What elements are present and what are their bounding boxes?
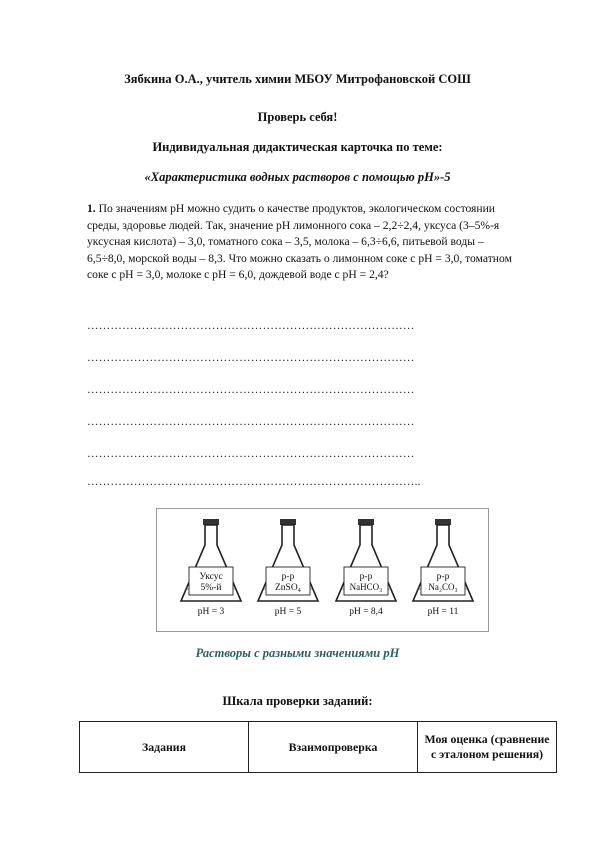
task-number: 1. [87,202,96,215]
author-line: Зябкина О.А., учитель химии МБОУ Митрофановской СОШ [124,72,471,86]
col-self-grade: Моя оценка (сравнение с эталоном решения) [418,722,557,773]
answer-line-4[interactable]: ………………………………………………………………………… [87,416,415,428]
answer-line-3[interactable]: ………………………………………………………………………… [87,384,415,396]
flask-1-line1: Уксус [199,572,223,582]
flask-2-line1: р-р [281,572,295,582]
col-peer-check: Взаимопроверка [249,722,418,773]
flask-3-line2: NaHCO₃ [349,582,383,592]
topic-title: «Характеристика водных растворов с помощью рН»-5 [144,170,451,184]
answer-line-2[interactable]: ………………………………………………………………………… [87,352,415,364]
flask-4-line2: Na₂CO₃ [428,582,458,592]
card-title: Индивидуальная дидактическая карточка по теме: [152,140,443,154]
flask-4-line1: р-р [436,572,450,582]
flask-3-line1: р-р [359,572,373,582]
task-1 [87,201,517,284]
table-header-row [80,722,557,773]
flask-4-ph: pH = 11 [427,607,459,617]
flask-stopper [203,519,219,525]
flask-1-line2: 5%-й [200,583,222,593]
task-text: По значениям рН можно судить о качестве продуктов, экологическом состоянии среды, здоровье людей. Так, значение рН лимонного сока – 2,2÷2,4, уксуса (3–5%-я уксусная кислота) – 3,0, томатного сока – 3,5, молока – 6,3÷6,6, питьевой воды – 6,5÷8,0, морской воды – 8,3. Что можно сказать о лимонном соке с рН = 3,0, томатном соке с рН = 3,0, молоке с рН = 6,0, дождевой воде с рН = 2,4? [87,202,512,282]
scale-title: Шкала проверки заданий: [222,694,373,708]
flask-stopper [280,519,296,525]
flask-2-ph: pH = 5 [274,607,302,617]
answer-line-6[interactable]: ………………………………………………………………………….. [87,476,421,488]
check-title: Проверь себя! [257,110,338,124]
answer-line-1[interactable]: ………………………………………………………………………… [87,320,415,332]
flask-2 [258,519,318,617]
flasks-figure [156,508,489,632]
flask-1-ph: pH = 3 [197,607,225,617]
flask-1 [181,519,241,617]
flask-stopper [358,519,374,525]
answer-line-5[interactable]: ………………………………………………………………………… [87,448,415,460]
flask-2-line2: ZnSO₄ [274,583,302,593]
col-tasks: Задания [80,722,249,773]
flask-3 [336,519,396,617]
figure-caption: Растворы с разными значениями рН [195,646,400,660]
flask-4 [413,519,473,617]
flask-stopper [435,519,451,525]
grading-table [79,721,557,773]
flask-3-ph: pH = 8,4 [349,607,383,617]
